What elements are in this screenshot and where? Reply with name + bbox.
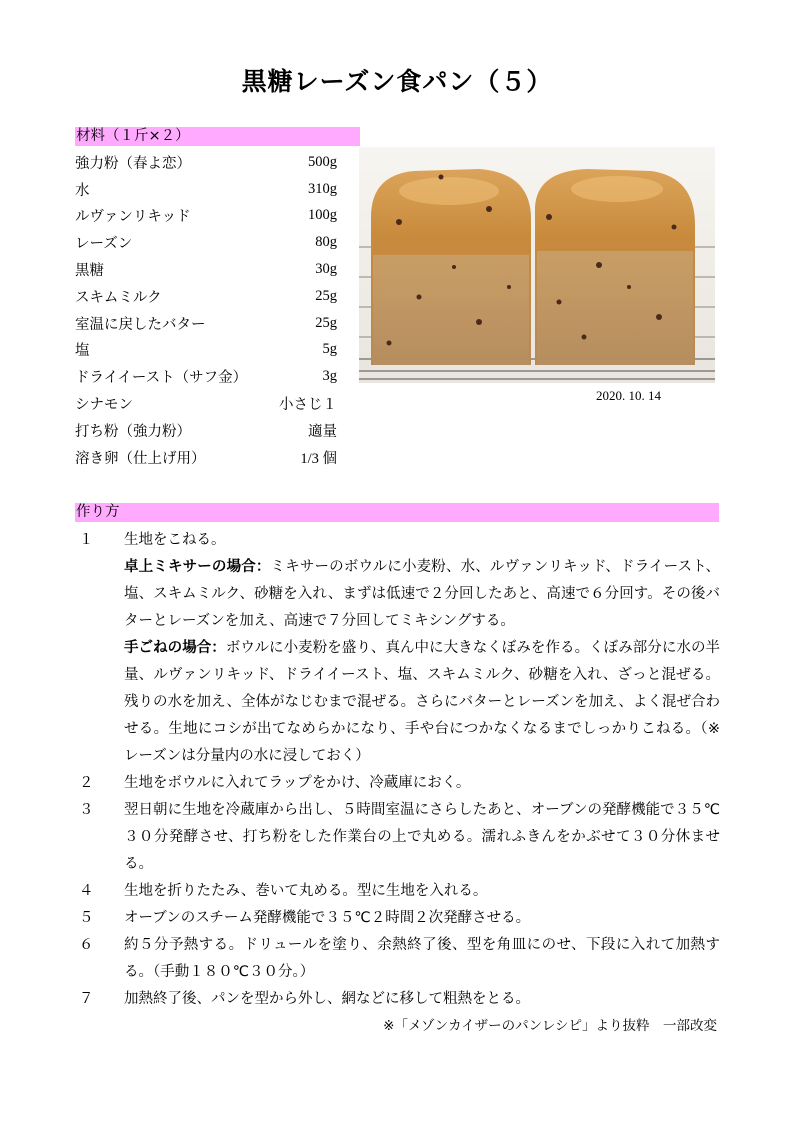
ingredient-name: 強力粉（春よ恋） [75,155,191,172]
ingredient-row [75,444,337,471]
step-number: ５ [79,910,94,926]
step-number: ４ [79,883,94,899]
ingredient-amount: 25g [315,287,337,304]
method-steps [75,527,720,1013]
ingredient-name: シナモン [75,397,133,414]
step-text: オーブンのスチーム発酵機能で３５℃２時間２次発酵させる。 [124,910,531,926]
ingredient-amount: 500g [308,153,337,170]
step-number: １ [79,532,94,548]
ingredient-name: ドライイースト（サフ金） [75,370,248,387]
bread-photo [359,147,715,383]
ingredient-amount: 25g [315,314,337,331]
mixer-label: 卓上ミキサーの場合： [124,559,271,575]
bread-loaves-illustration [359,147,715,383]
ingredient-row [75,256,337,283]
step-text: 生地をこねる。 [124,532,226,548]
ingredient-amount: 310g [308,180,337,197]
ingredients-list [75,149,337,471]
ingredient-name: 水 [75,182,90,199]
step-text: 翌日朝に生地を冷蔵庫から出し、５時間室温にさらしたあと、オーブンの発酵機能で３５℃３０分発酵させ、打ち粉をした作業台の上で丸める。濡れふきんをかぶせて３０分休ませる。 [124,802,720,872]
ingredient-row [75,390,337,417]
step-7 [75,986,720,1013]
ingredient-amount: 1/3 個 [300,450,337,467]
ingredient-name: 黒糖 [75,263,104,280]
step-number: ６ [79,937,94,953]
ingredient-amount: 80g [315,234,337,251]
ingredient-amount: 30g [315,261,337,278]
source-note: ※「メゾンカイザーのパンレシピ」より抜粋 一部改変 [383,1018,717,1034]
step-3 [75,797,720,878]
ingredient-row [75,203,337,230]
ingredient-name: スキムミルク [75,289,162,306]
hand-label: 手ごねの場合： [124,640,226,656]
step-5 [75,905,720,932]
ingredient-amount: 100g [308,207,337,224]
ingredient-name: レーズン [75,236,133,253]
ingredient-row [75,417,337,444]
method-heading: 作り方 [75,503,719,522]
ingredient-name: ルヴァンリキッド [75,209,191,226]
ingredient-row [75,149,337,176]
step-text: 生地をボウルに入れてラップをかけ、冷蔵庫におく。 [124,775,471,791]
step-1 [75,527,720,770]
ingredient-amount: 3g [322,368,337,385]
ingredient-row [75,337,337,364]
ingredient-name: 室温に戻したバター [75,316,206,333]
ingredient-row [75,176,337,203]
step-6 [75,932,720,986]
ingredient-amount: 適量 [308,423,337,440]
step-2 [75,770,720,797]
ingredient-name: 溶き卵（仕上げ用） [75,450,206,467]
ingredient-name: 塩 [75,343,90,360]
step-number: ３ [79,802,94,818]
page-title: 黒糖レーズン食パン（５） [241,67,553,96]
step-number: ７ [79,991,94,1007]
ingredient-row [75,229,337,256]
ingredient-name: 打ち粉（強力粉） [75,423,191,440]
step-number: ２ [79,775,94,791]
ingredient-row [75,283,337,310]
mixer-text: ミキサーのボウルに小麦粉、水、ルヴァンリキッド、ドライースト、塩、スキムミルク、砂糖を入れ、まずは低速で２分回したあと、高速で６分回す。その後バターとレーズンを加え、高速で７分回してミキシングする。 [124,559,721,629]
step-text: 加熱終了後、パンを型から外し、網などに移して粗熱をとる。 [124,991,530,1007]
ingredient-amount: 小さじ１ [279,397,337,414]
step-text: 生地を折りたたみ、巻いて丸める。型に生地を入れる。 [124,883,488,899]
ingredient-row [75,310,337,337]
ingredient-amount: 5g [322,341,337,358]
step-text: 約５分予熱する。ドリュールを塗り、余熱終了後、型を角皿にのせ、下段に入れて加熱する。（手動１８０℃３０分。） [124,937,720,980]
ingredients-heading: 材料（１斤×２） [75,127,360,146]
photo-date: 2020. 10. 14 [596,388,661,403]
ingredient-row [75,363,337,390]
step-4 [75,878,720,905]
hand-text: ボウルに小麦粉を盛り、真ん中に大きなくぼみを作る。くぼみ部分に水の半量、ルヴァンリキッド、ドライイースト、塩、スキムミルク、砂糖を入れ、ざっと混ぜる。残りの水を加え、全体がなじむまで混ぜる。さらにバターとレーズンを加え、よく混ぜ合わせる。生地にコシが出てなめらかになり、手や台につかなくなるまでしっかりこねる。（※レーズンは分量内の水に浸しておく） [124,640,721,764]
